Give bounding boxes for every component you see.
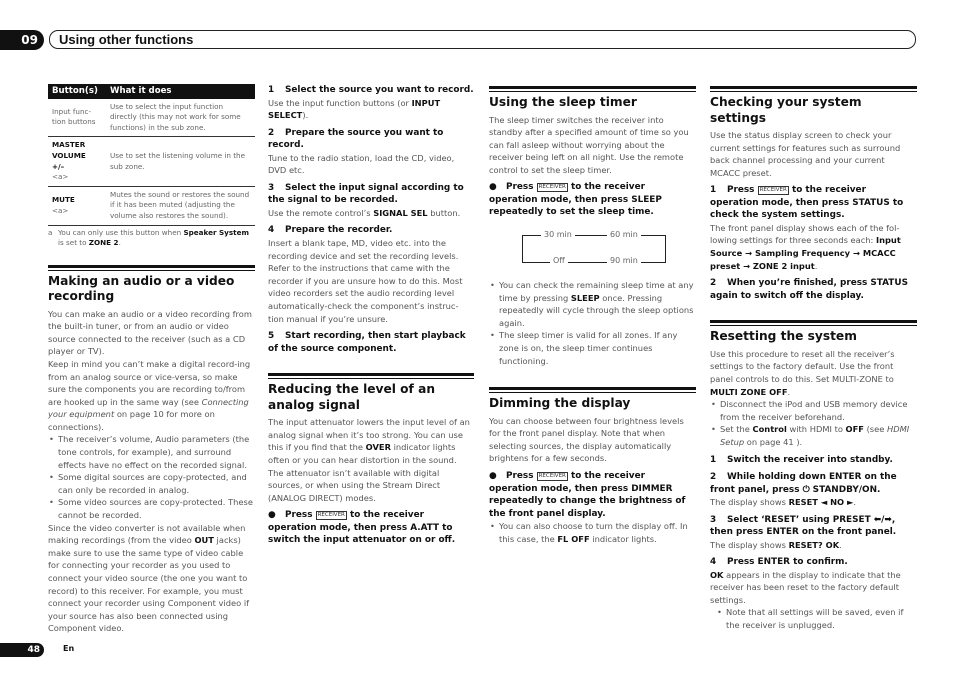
recording-step-2: 2 Prepare the source you want to record. (268, 127, 444, 151)
sleep-action: ● Press RECEIVER to the receiver operation mode, then press SLEEP repeatedly to set the sleep time. (489, 182, 662, 218)
recording-step-5: 5 Start recording, then start playback of the source component. (268, 331, 466, 354)
section-heading-reset: Resetting the system (710, 320, 917, 345)
table-row (48, 137, 255, 186)
reset-final-bullets (710, 606, 917, 631)
reset-step-2: 2 While holding down ENTER on the front panel, press ⏻ STANDBY/ON. (710, 472, 897, 495)
dimming-action: ● Press RECEIVER to the receiver operation mode, then press DIMMER repeatedly to change the brightness of the front panel display. (489, 471, 686, 519)
receiver-key-icon: RECEIVER (538, 184, 566, 191)
button-table (48, 84, 255, 226)
column-4: Checking your system settings Use the status display screen to check your current settings for features such as surround back channel processing and your current MCACC preset. 1 Press RECEIVER to the receiver operation mode, then press STATUS to check the system settings. The front panel display shows each of the fol-lowing settings for three seconds each: Input Source → Sampling Frequency → MCACC preset → ZONE 2 input. 2 When you’re finished, press STATUS again to switch off the display. Resetting the system Use this procedure to reset all the receiver’s settings to the factory default. Use the front panel controls to do this. Set MULTI-ZONE to MULTI ZONE OFF. • Disconnect the iPod and USB memory device from the receiver beforehand. • Set the Control with HDMI to OFF (see HDMI Setup on page 41 ). 1 Switch the receiver into standby. 2 While holding down ENTER on the front panel, press ⏻ STANDBY/ON. The display shows RESET ◄ NO ►. 3 Select ‘RESET’ using PRESET ⬅/➡, then press ENTER on the front panel. The display shows RESET? OK. 4 Press ENTER to confirm. OK appears in the display to indicate that the receiver has been reset to the factory default settings. • Note that all settings will be saved, even if the receiver is unplugged. (710, 84, 917, 632)
recording-step-4: 4 Prepare the recorder. (268, 225, 393, 236)
dimming-bullets (489, 520, 696, 545)
analog-intro: The input attenuator lowers the input level of an analog signal when it’s too strong. You can use this if you find that the OVER indicator lights often or you can hear distortion in the sound. The attenuator isn’t available with digital sources, or when using the Stream Direct (ANALOG DIRECT) modes. (268, 417, 470, 503)
recording-intro: You can make an audio or a video recording from the built-in tuner, or from an audio or video source connected to the receiver (such as a CD player or TV). (48, 308, 252, 357)
list-item: • You can check the remaining sleep time at any time by pressing SLEEP once. Pressing repeatedly will cycle through the sleep options again. (489, 279, 696, 329)
status-intro: Use the status display screen to check your current settings for features such as surround back channel processing and your current MCACC preset. (710, 130, 901, 178)
page-number: 48 (0, 643, 44, 657)
table-cell-desc: Mutes the sound or restores the sound if it has been muted (adjusting the volume also restores the sound). (106, 186, 255, 225)
reset-intro: Use this procedure to reset all the receiver’s settings to the factory default. Use the front panel controls to do this. Set MULTI-ZONE to MULTI ZONE OFF. (710, 348, 895, 397)
recording-para-3: Since the video converter is not available when making recordings (from the video OUT jacks) make sure to use the same type of video cable for connecting your recorder as you used to connect your video source (the one you want to record) to this receiver. For example, you must connect your recorder using Component video if your source has also been connected using Component video. (48, 522, 250, 634)
receiver-key-icon: RECEIVER (317, 512, 345, 519)
chapter-number: 09 (0, 30, 44, 50)
reset-step-4: 4 Press ENTER to confirm. (710, 557, 848, 568)
reset-step-1: 1 Switch the receiver into standby. (710, 454, 893, 465)
language-label: En (63, 644, 75, 653)
receiver-key-icon: RECEIVER (759, 187, 787, 194)
column-3 (489, 84, 696, 545)
link-hdmi-setup[interactable]: HDMI Setup (720, 424, 910, 447)
table-cell-desc: Use to select the input function directly (this may not work for some functions) in the sub zone. (106, 99, 255, 137)
chapter-title: Using other functions (49, 30, 916, 49)
section-heading-dimming: Dimming the display (489, 387, 696, 412)
status-step-1: 1 Press RECEIVER to the receiver operation mode, then press STATUS to check the system settings. (710, 185, 904, 221)
section-heading-status: Checking your system settings (710, 86, 917, 126)
status-step-2: 2 When you’re finished, press STATUS again to switch off the display. (710, 278, 908, 301)
sleep-intro: The sleep timer switches the receiver into standby after a specified amount of time so you can fall asleep without worrying about the receiver being left on all night. Use the remote control to set the sleep timer. (489, 114, 689, 175)
receiver-key-icon: RECEIVER (538, 473, 566, 479)
section-heading-analog: Reducing the level of an analog signal (268, 373, 474, 413)
link-connecting-equipment[interactable]: Connecting your equipment (48, 396, 249, 420)
table-header-buttons: Button(s) (48, 84, 106, 99)
list-item: • Disconnect the iPod and USB memory device from the receiver beforehand. (710, 398, 917, 423)
list-item: • The receiver’s volume, Audio parameters (the tone controls, for example), and surround effects have no effect on the recorded signal. (48, 433, 255, 471)
reset-step-3: 3 Select ‘RESET’ using PRESET ⬅/➡, then press ENTER on the front panel. (710, 514, 897, 538)
recording-step-1: 1 Select the source you want to record. (268, 85, 474, 95)
table-row (48, 99, 255, 137)
dimming-intro: You can choose between four brightness levels for the front panel display. Note that when selecting sources, the display automatically brightens for a few seconds. (489, 415, 684, 464)
recording-para-2: Keep in mind you can’t make a digital record-ing from an analog source or vice-versa, so make sure the components you are recording to/from are hooked up in the same way (see Connecting your equipment on page 10 for more on connections). (48, 358, 251, 432)
sleep-cycle-diagram: 30 min 60 min 90 min Off (489, 227, 696, 273)
section-heading-recording: Making an audio or a video recording (48, 265, 255, 305)
table-row (48, 186, 255, 225)
list-item: • Note that all settings will be saved, even if the receiver is unplugged. (716, 606, 917, 631)
list-item: • The sleep timer is valid for all zones. If any zone is on, the sleep timer continues functioning. (489, 329, 696, 367)
column-2: 1 Select the source you want to record. Use the input function buttons (or INPUT SELECT). 2 Prepare the source you want to record. Tune to the radio station, load the CD, video, DVD etc. 3 Select the input signal according to the signal to be recorded. Use the remote control’s SIGNAL SEL button. 4 Prepare the recorder. Insert a blank tape, MD, video etc. into the recording device and set the recording levels. Refer to the instructions that came with the recorder if you are unsure how to do this. Most video recorders set the audio recording level automatically-check the component’s instruc-tion manual if you’re unsure. 5 Start recording, then start playback of the source component. Reducing the level of an analog signal The input attenuator lowers the input level of an analog signal when it’s too strong. You can use this if you find that the OVER indicator lights often or you can hear distortion in the sound. The attenuator isn’t available with digital sources, or when using the Stream Direct (ANALOG DIRECT) modes. ● Press RECEIVER to the receiver operation mode, then press A.ATT to switch the input attenuator on or off. (268, 85, 474, 546)
reset-bullets (710, 398, 917, 448)
section-heading-sleep: Using the sleep timer (489, 86, 696, 111)
analog-action: ● Press RECEIVER to the receiver operation mode, then press A.ATT to switch the input attenuator on or off. (268, 510, 456, 546)
list-item: • Some digital sources are copy-protected, and can only be recorded in analog. (48, 471, 255, 496)
table-cell-button: Input func-tion buttons (48, 99, 106, 137)
table-cell-button: MASTER VOLUME +/– <a> (48, 137, 106, 186)
recording-bullets (48, 433, 255, 521)
list-item: • Some video sources are copy-protected. These cannot be recorded. (48, 496, 255, 521)
column-1 (48, 84, 255, 635)
sleep-bullets (489, 279, 696, 367)
table-footnote: a You can only use this button when Speaker System is set to ZONE 2. (48, 227, 249, 248)
table-cell-button: MUTE <a> (48, 186, 106, 225)
table-header-function: What it does (106, 84, 255, 99)
recording-step-3: 3 Select the input signal according to the signal to be recorded. (268, 182, 464, 206)
list-item: • Set the Control with HDMI to OFF (see HDMI Setup on page 41 ). (710, 423, 917, 448)
table-cell-desc: Use to set the listening volume in the sub zone. (106, 137, 255, 186)
list-item: • You can also choose to turn the display off. In this case, the FL OFF indicator lights. (489, 520, 696, 545)
